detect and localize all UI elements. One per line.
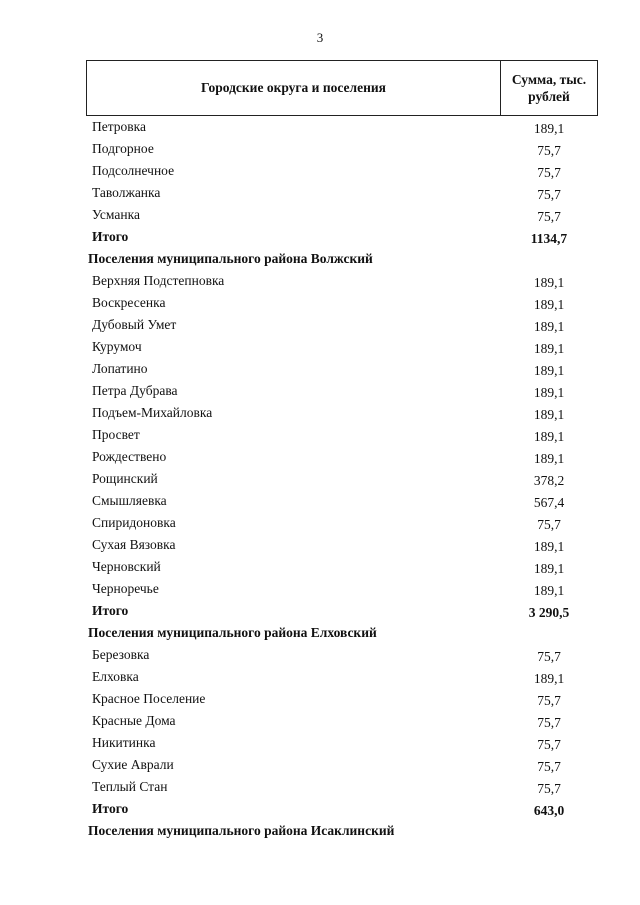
total-row bbox=[86, 600, 598, 622]
sum-value: 75,7 bbox=[537, 737, 561, 752]
settlement-name: Итого bbox=[92, 229, 129, 244]
table-row bbox=[86, 292, 598, 314]
settlement-name: Петровка bbox=[92, 119, 147, 134]
settlement-name: Итого bbox=[92, 801, 129, 816]
sum-value: 75,7 bbox=[537, 187, 561, 202]
header-sum-line1: Сумма, тыс. bbox=[511, 72, 587, 87]
settlement-name: Подгорное bbox=[92, 141, 154, 156]
settlement-name: Лопатино bbox=[92, 361, 148, 376]
settlement-name: Березовка bbox=[92, 647, 150, 662]
table-row bbox=[86, 204, 598, 226]
sum-value: 189,1 bbox=[533, 385, 565, 400]
sum-value: 189,1 bbox=[533, 451, 565, 466]
table-row bbox=[86, 424, 598, 446]
section-heading-row bbox=[86, 622, 598, 644]
settlement-name: Смышляевка bbox=[92, 493, 167, 508]
table-row bbox=[86, 380, 598, 402]
settlement-name: Верхняя Подстепновка bbox=[92, 273, 225, 288]
header-sum bbox=[500, 61, 597, 115]
settlement-name: Итого bbox=[92, 603, 129, 618]
table-row bbox=[86, 138, 598, 160]
table-row bbox=[86, 512, 598, 534]
sum-value: 75,7 bbox=[537, 165, 561, 180]
table-row bbox=[86, 314, 598, 336]
sum-value: 189,1 bbox=[533, 583, 565, 598]
table-row bbox=[86, 490, 598, 512]
sum-value: 189,1 bbox=[533, 671, 565, 686]
table-row bbox=[86, 666, 598, 688]
total-row bbox=[86, 798, 598, 820]
table-row bbox=[86, 776, 598, 798]
table-row bbox=[86, 688, 598, 710]
sum-value: 189,1 bbox=[533, 341, 565, 356]
table-row bbox=[86, 710, 598, 732]
sum-value: 75,7 bbox=[537, 143, 561, 158]
settlement-name: Дубовый Умет bbox=[92, 317, 177, 332]
header-settlements: Городские округа и поселения bbox=[201, 80, 386, 95]
table-row bbox=[86, 160, 598, 182]
table-row bbox=[86, 270, 598, 292]
sum-value: 75,7 bbox=[537, 759, 561, 774]
table-row bbox=[86, 556, 598, 578]
sum-value: 75,7 bbox=[537, 781, 561, 796]
table-row bbox=[86, 182, 598, 204]
table-row bbox=[86, 468, 598, 490]
table-row bbox=[86, 534, 598, 556]
settlement-name: Никитинка bbox=[92, 735, 156, 750]
sum-value: 189,1 bbox=[533, 561, 565, 576]
sum-value: 189,1 bbox=[533, 363, 565, 378]
section-heading: Поселения муниципального района Исаклинский bbox=[88, 823, 395, 838]
sum-value: 378,2 bbox=[533, 473, 565, 488]
sum-value: 189,1 bbox=[533, 429, 565, 444]
table-row bbox=[86, 446, 598, 468]
table-row bbox=[86, 732, 598, 754]
settlement-name: Красные Дома bbox=[92, 713, 176, 728]
sum-value: 189,1 bbox=[533, 297, 565, 312]
sum-value: 189,1 bbox=[533, 407, 565, 422]
sum-value: 643,0 bbox=[533, 803, 565, 818]
table-row bbox=[86, 358, 598, 380]
section-heading-row bbox=[86, 248, 598, 270]
settlement-name: Подсолнечное bbox=[92, 163, 175, 178]
settlement-name: Спиридоновка bbox=[92, 515, 176, 530]
section-heading-row bbox=[86, 820, 598, 842]
header-sum-line2: рублей bbox=[528, 89, 570, 104]
sum-value: 189,1 bbox=[533, 319, 565, 334]
settlement-name: Елховка bbox=[92, 669, 139, 684]
settlement-name: Черноречье bbox=[92, 581, 159, 596]
table-row bbox=[86, 402, 598, 424]
settlement-name: Сухие Аврали bbox=[92, 757, 174, 772]
settlement-name: Черновский bbox=[92, 559, 161, 574]
settlement-name: Просвет bbox=[92, 427, 140, 442]
sum-value: 189,1 bbox=[533, 275, 565, 290]
section-heading: Поселения муниципального района Елховский bbox=[88, 625, 377, 640]
settlement-name: Красное Поселение bbox=[92, 691, 206, 706]
table-header bbox=[86, 60, 598, 116]
sum-value: 75,7 bbox=[537, 715, 561, 730]
settlement-name: Рождествено bbox=[92, 449, 167, 464]
total-row bbox=[86, 226, 598, 248]
sum-value: 75,7 bbox=[537, 693, 561, 708]
table-body bbox=[86, 116, 598, 842]
settlement-name: Сухая Вязовка bbox=[92, 537, 176, 552]
settlement-name: Курумоч bbox=[92, 339, 142, 354]
sum-value: 75,7 bbox=[537, 649, 561, 664]
table-row bbox=[86, 754, 598, 776]
table-row bbox=[86, 336, 598, 358]
settlement-name: Рощинский bbox=[92, 471, 158, 486]
settlement-name: Подъем-Михайловка bbox=[92, 405, 213, 420]
table-row bbox=[86, 116, 598, 138]
table-row bbox=[86, 578, 598, 600]
page-number: 3 bbox=[316, 30, 324, 45]
sum-value: 189,1 bbox=[533, 539, 565, 554]
settlement-name: Петра Дубрава bbox=[92, 383, 178, 398]
sum-value: 75,7 bbox=[537, 209, 561, 224]
settlement-name: Таволжанка bbox=[92, 185, 161, 200]
settlement-name: Воскресенка bbox=[92, 295, 166, 310]
sum-value: 3 290,5 bbox=[528, 605, 570, 620]
sum-value: 189,1 bbox=[533, 121, 565, 136]
table-row bbox=[86, 644, 598, 666]
sum-value: 1134,7 bbox=[530, 231, 568, 246]
sum-value: 75,7 bbox=[537, 517, 561, 532]
settlement-name: Усманка bbox=[92, 207, 140, 222]
settlement-name: Теплый Стан bbox=[92, 779, 168, 794]
section-heading: Поселения муниципального района Волжский bbox=[88, 251, 373, 266]
sum-value: 567,4 bbox=[533, 495, 565, 510]
